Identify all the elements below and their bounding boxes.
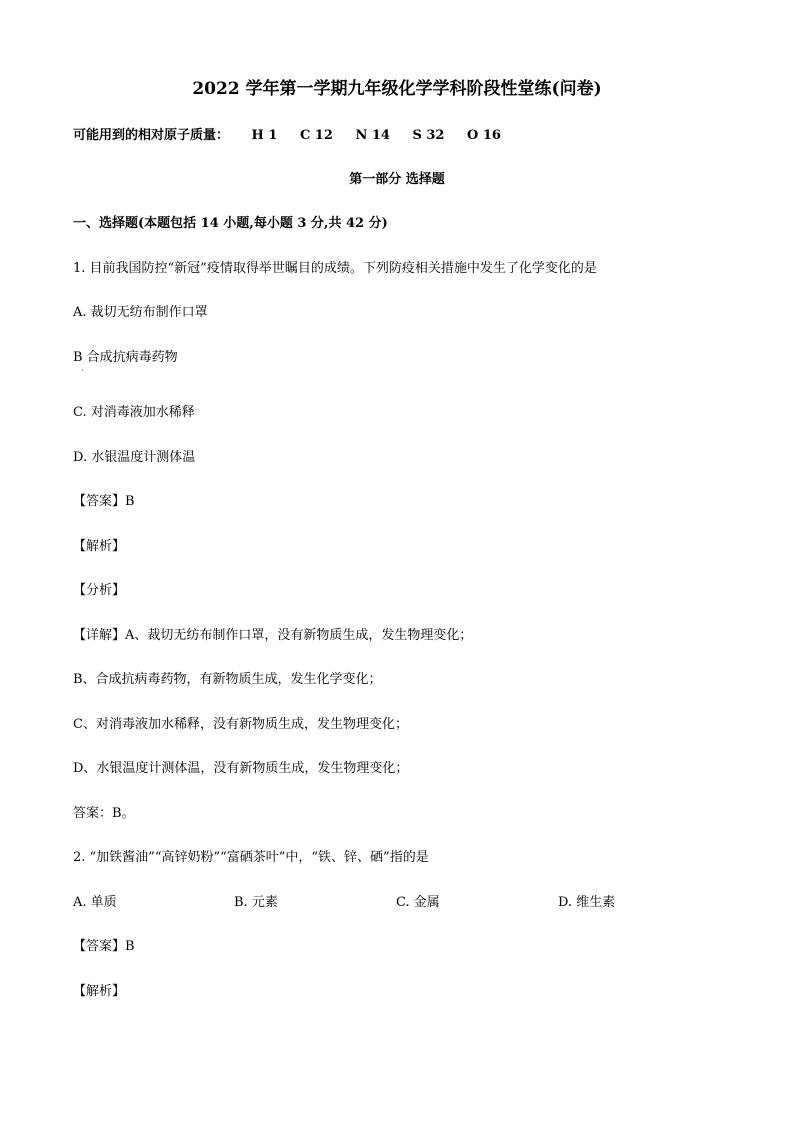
q1-conclusion: 答案：B。 [73,806,135,821]
q2-option-b: B. 元素 [234,895,278,910]
atomic-mass-label: 可能用到的相对原子质量： [73,128,230,143]
q1-option-a: A. 裁切无纺布制作口罩 [73,305,208,320]
q1-detail-c: C、对消毒液加水稀释，没有新物质生成，发生物理变化； [73,717,408,732]
q2-option-a: A. 单质 [73,895,117,910]
atomic-mass-s: S 32 [412,128,445,143]
q2-analysis-label: 【解析】 [73,984,126,999]
stray-dot: · [81,366,84,375]
q1-detail-b: B、合成抗病毒药物，有新物质生成，发生化学变化； [73,672,382,687]
q1-fenxi-label: 【分析】 [73,583,126,598]
q1-detail-a: 【详解】A、裁切无纺布制作口罩，没有新物质生成，发生物理变化； [73,628,473,643]
q1-detail-d: D、水银温度计测体温，没有新物质生成，发生物理变化； [73,761,409,776]
atomic-mass-n: N 14 [355,128,390,143]
q1-analysis-label: 【解析】 [73,539,126,554]
atomic-mass-c: C 12 [299,128,333,143]
q1-option-c: C. 对消毒液加水稀释 [73,405,195,420]
atomic-mass-line [73,124,501,143]
part-title: 第一部分 选择题 [349,172,445,187]
q2-option-d: D. 维生素 [558,895,616,910]
page-title: 2022 学年第一学期九年级化学学科阶段性堂练(问卷) [192,79,602,99]
q1-answer: 【答案】B [73,494,135,509]
q2-stem: 2. “加铁酱油”“高锌奶粉”“富硒茶叶”中，“铁、锌、硒”指的是 [73,850,429,865]
atomic-mass-o: O 16 [467,128,501,143]
section-heading: 一、选择题(本题包括 14 小题,每小题 3 分,共 42 分) [73,216,388,231]
q2-option-c: C. 金属 [396,895,440,910]
q1-option-b: B 合成抗病毒药物 [73,350,178,365]
q1-option-d: D. 水银温度计测体温 [73,450,196,465]
q2-answer: 【答案】B [73,939,135,954]
atomic-mass-h: H 1 [251,128,278,143]
q1-stem: 1. 目前我国防控“新冠”疫情取得举世瞩目的成绩。下列防疫相关措施中发生了化学变化的是 [73,261,597,276]
